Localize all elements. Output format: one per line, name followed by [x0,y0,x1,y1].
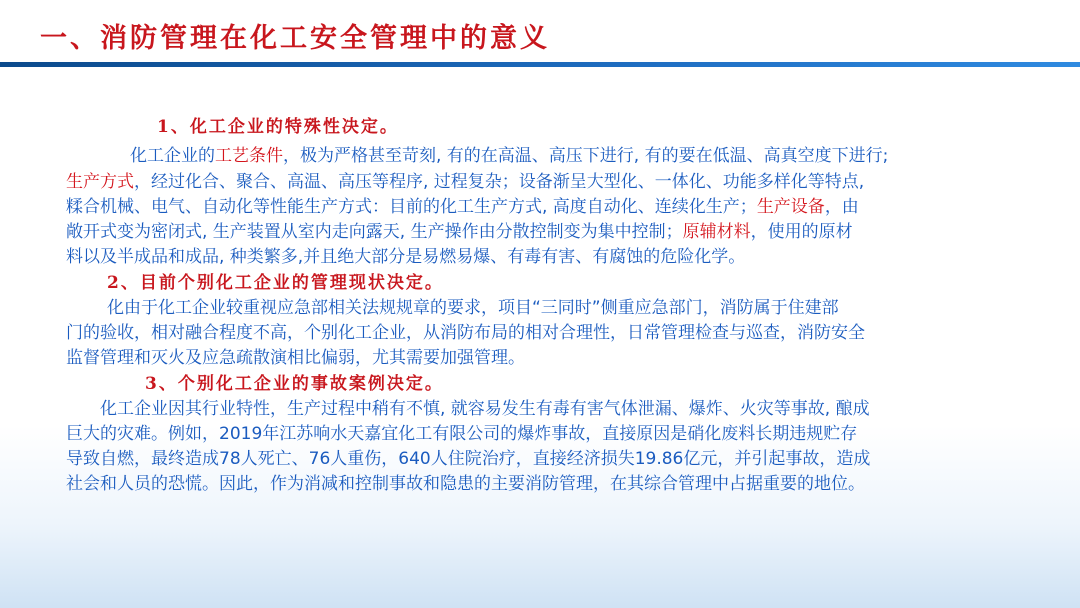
section-1-line-4-text-a: 敞开式变为密闭式, 生产装置从室内走向露天, 生产操作由分散控制变为集中控制； [66,222,683,242]
section-1-line-2 [66,169,1026,195]
section-2-line-2: 门的验收，相对融合程度不高，个别化工企业，从消防布局的相对合理性，日常管理检查与巡查，消防安全 [66,323,865,343]
section-1-line-3 [66,194,1026,220]
section-3-line-3: 导致自燃，最终造成78人死亡、76人重伤，640人住院治疗，直接经济损失19.86亿元，并引起事故，造成 [66,449,871,469]
section-1-line-1-text-c: ，极为严格甚至苛刻, 有的在高温、高压下进行, 有的要在低温、高真空度下进行; [283,146,889,166]
keyword-process-conditions: 工艺条件 [215,146,283,166]
section-2-line-3: 监督管理和灭火及应急疏散演相比偏弱，尤其需要加强管理。 [66,348,525,368]
section-1-heading: 1、化工企业的特殊性决定。 [157,117,399,137]
section-1-line-2-text-b: ，经过化合、聚合、高温、高压等程序, 过程复杂；设备渐呈大型化、一体化、功能多样化等特点, [134,172,865,192]
section-3-heading: 3、个别化工企业的事故案例决定。 [145,374,444,394]
keyword-production-mode: 生产方式 [66,172,134,192]
section-2-heading: 2、目前个别化工企业的管理现状决定。 [107,273,444,293]
section-3-line-1: 化工企业因其行业特性，生产过程中稍有不慎, 就容易发生有毒有害气体泄漏、爆炸、火灾等事故, 酿成 [100,399,870,419]
keyword-raw-materials: 原辅材料 [682,222,751,242]
section-1-line-4-text-c: ，使用的原材 [750,222,853,242]
keyword-production-equipment: 生产设备 [756,197,825,217]
page-title: 一、消防管理在化工安全管理中的意义 [40,23,550,54]
section-1-line-1-text-a: 化工企业的 [130,146,215,166]
section-1-line-5: 料以及半成品和成品, 种类繁多,并且绝大部分是易燃易爆、有毒有害、有腐蚀的危险化学。 [66,247,746,267]
section-1-line-3-text-a: 糅合机械、电气、自动化等性能生产方式：目前的化工生产方式, 高度自动化、连续化生产； [66,197,757,217]
section-1-line-4 [66,219,1026,245]
section-3-line-2: 巨大的灾难。例如，2019年江苏响水天嘉宜化工有限公司的爆炸事故，直接原因是硝化废料长期违规贮存 [66,424,858,444]
section-1-line-1 [130,143,1080,169]
section-2-line-1: 化由于化工企业较重视应急部相关法规规章的要求，项目“三同时”侧重应急部门，消防属于住建部 [107,298,839,318]
section-3-line-4: 社会和人员的恐慌。因此，作为消减和控制事故和隐患的主要消防管理，在其综合管理中占据重要的地位。 [66,474,865,494]
section-1-line-3-text-c: ，由 [824,197,859,217]
